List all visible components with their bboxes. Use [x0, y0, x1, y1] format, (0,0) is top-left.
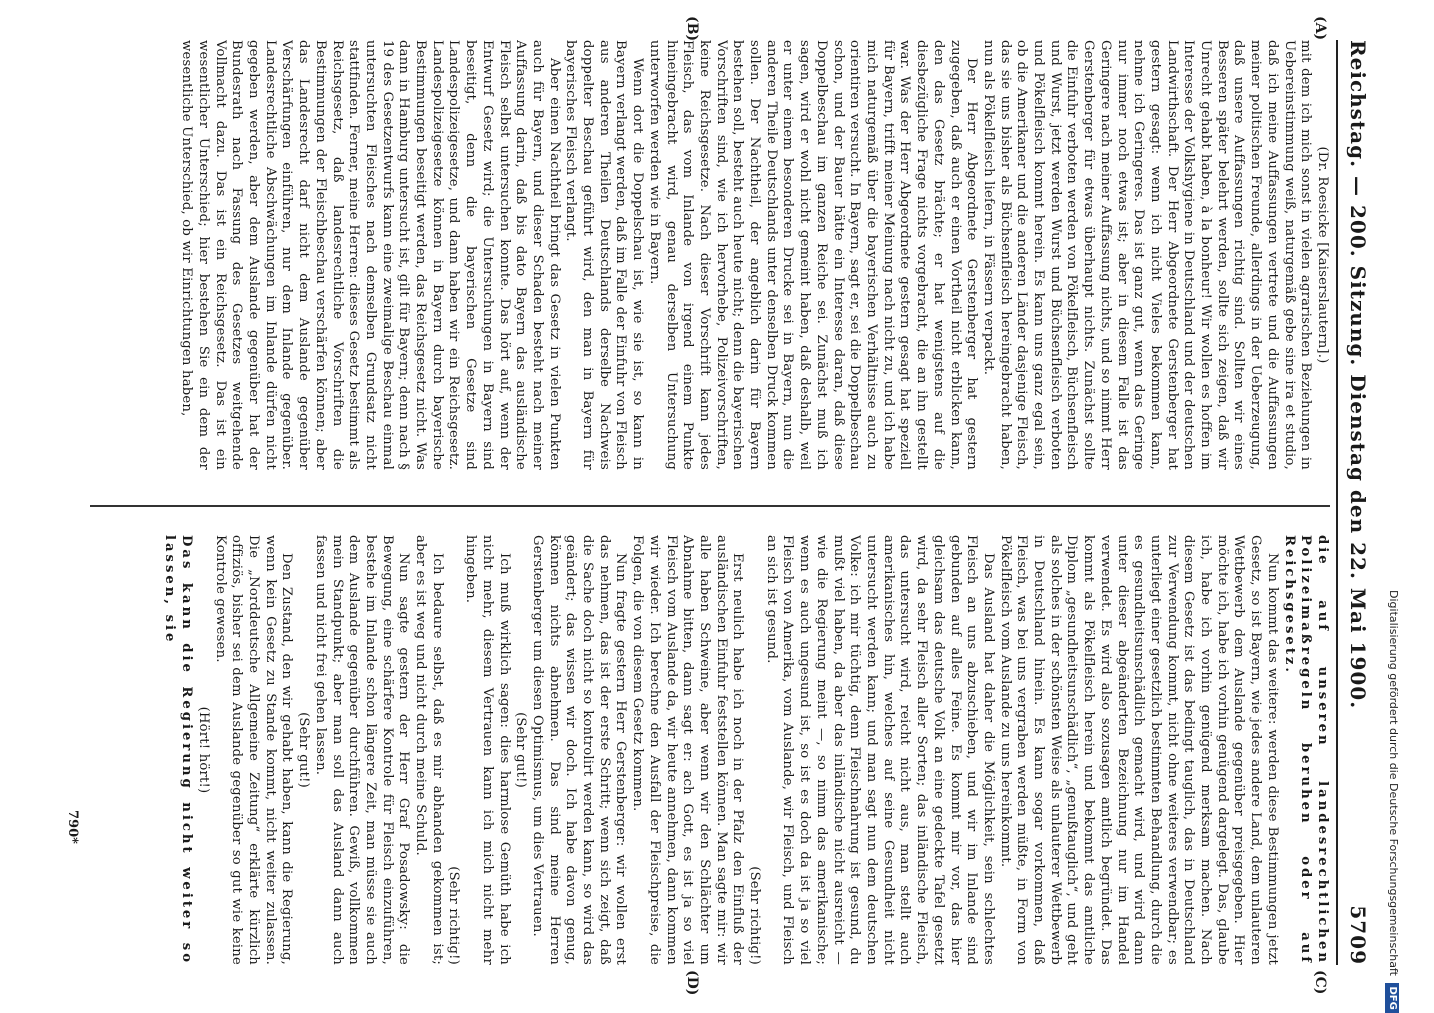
right-paragraph: Das Ausland hat daher die Möglichkeit, sein schlechtes Fleisch an uns abzuschieben, und wir im Inlande sind gebunden auf alles Feine. Es kommt mir vor, das hier gleichsam das deutsche Volk an eine gedeckte Tafel gesetzt wird, da sehr Fleisch aller Sorten; das inländische Fleisch, das untersucht wird, reicht nicht aus, man stellt auch amerikanisches hin, welches auf seine Gesundheit nicht untersucht werden kann; und man sagt nun dem deutschen Volke: ich mir tüchtig, denn Fleischnahrung ist gesund, du mußt viel haben, da aber das inländische nicht ausreicht — wie die Regierung meint —, so nimm das amerikanische; wenn es auch ungesund ist, so ist es doch da ist ja so viel Fleisch von Amerika, vom Auslande, wir Fleisch, und Fleisch an sich ist gesund.	[763, 535, 996, 965]
page-header	[1346, 40, 1382, 965]
header-rule	[1336, 40, 1338, 965]
speaker-note: (Dr. Roesicke [Kaiserslautern].)	[1315, 146, 1330, 364]
margin-marker-a: (A)	[1312, 16, 1328, 41]
left-paragraph: mit dem ich mich sonst in vielen agrarischen Beziehungen in Uebereinstimmung weiß, naturgemäß gebe sine ira et studio, daß ich meine Auffassungen vertrete und die Auffassungen meiner politischen Freunde, allerdings in der Ueberzeugung, daß unsere Auffassungen richtig sind. Sollten wir eines Besseren später belehrt werden, sollte sich zeigen, daß wir Unrecht gehabt haben, à la bonheur! Wir wollen es hoffen im Interesse der Volkshygiene in Deutschland und der deutschen Landwirthschaft. Der Herr Abgeordnete Gerstenberger hat gestern gesagt: wenn ich nicht Vieles bekommen kann, nehme ich Geringeres. Das ist ganz gut, wenn das Geringe nur immer noch etwas ist; aber in diesem Falle ist das Geringere nach meiner Auffassung nichts, und so nimmt Herr Gerstenberger für etwas überhaupt nichts. Zunächst sollte die Einfuhr verboten werden von Pökelfleisch, Büchsenfleisch und Wurst, jetzt werden Wurst und Büchsenfleisch verboten und Pökelfleisch kommt herein. Es kann uns ganz egal sein, ob die Amerikaner und die anderen Länder dasjenige Fleisch, das sie uns bisher als Büchsenfleisch hereingebracht haben, nun als Pökelfleisch liefern, in Fässern verpackt.	[980, 40, 1314, 470]
interjection: (Hört! hört!)	[195, 706, 211, 794]
left-column	[60, 40, 1330, 470]
right-column	[60, 535, 1330, 965]
interjection: (Sehr richtig!)	[747, 866, 763, 965]
interjection: (Sehr gut!)	[296, 712, 312, 788]
closing-line: Das kann die Regierung nicht weiter so lassen, sie	[162, 535, 195, 965]
interjection: (Sehr gut!)	[513, 712, 529, 788]
credit-text: Digitalisierung gefördert durch die Deutsche Forschungsgemeinschaft	[1387, 590, 1400, 976]
column-divider	[90, 505, 1330, 507]
header-title: Reichstag. — 200. Sitzung. Dienstag den 22. Mai 1900.	[1346, 40, 1370, 710]
right-paragraph: Nun kommt das weitere: werden diese Bestimmungen jetzt Gesetz, so ist Bayern, wie jedes andere Land, dem unlauteren Wettbewerb dem Auslande gegenüber preisgegeben. Hier möchte ich, habe ich vorhin genügend dargelegt. Das, glaube ich, habe ich vorhin genügend merksam machen. Nach diesem Gesetz ist das bedingt tauglich, das in Deutschland zur Verwendung kommt, nicht ohne weiteres verwendbar; es unterliegt einer gesetzlich bestimmten Behandlung, durch die es gesundheitsunschädlich gemacht wird, und wird dann unter dieser abgeänderten Bezeichnung nur im Handel verwendet. Es wird also sozusagen amtlich begründet. Das kommt als Pökelfleisch herein und bekommt das amtliche Diplom „gesundheitsunschädlich“, „genußtauglich“, und geht als solches in der schönsten Weise als unlauterer Wettbewerb in Deutschland hinein. Es kann sogar vorkommen, daß Fleisch, was bei uns vergraben werden müßte, in Form von Pökelfleisch vom Auslande zu uns hereinkommt.	[997, 535, 1280, 965]
margin-marker-d: (D)	[684, 970, 700, 996]
right-paragraph: Erst neulich habe ich noch in der Pfalz den Einfluß der ausländischen Einfuhr feststellen können. Man sagte mir: wir alle haben Schweine, aber wenn wir den Schlächter um Abnahme bitten, dann sagt er: ach Gott, es ist ja so viel Fleisch vom Auslande da, wir heute annehmen, dann kommen wir wieder. Ich berechne den Ausfall der Fleischpreise, die Folgen, die von diesem Gesetz kommen.	[630, 535, 746, 965]
right-paragraph: Den Zustand, den wir gehabt haben, kann die Regierung, wenn kein Gesetz zu Stande kommt, nicht weiter zulassen. Die „Norddeutsche Allgemeine Zeitung“ erklärte kürzlich offiziös, bisher sei dem Auslande gegenüber so gut wie keine Kontrole gewesen.	[212, 535, 295, 965]
interjection: (Sehr richtig!)	[446, 866, 462, 965]
margin-marker-b: (B)	[684, 16, 700, 42]
right-lead-line: die auf unseren landesrechtlichen Polizeimaßregeln beruhen oder auf Reichsgesetz.	[1281, 535, 1330, 965]
left-paragraph: Der Herr Abgeordnete Gerstenberger hat gestern zugegeben, daß auch er einen Vortheil nicht erblicken kann, den das Gesetz brächte; er hat wenigstens auf die diesbezügliche Frage nichts vorgebracht, die an ihn gestellt war. Was der Herr Abgeordnete gestern gesagt hat speziell für Bayern, trifft meiner Meinung nach nicht zu, und ich habe mich naturgemäß über die bayerischen Verhältnisse auch zu orientiren versucht. In Bayern, sagt er, sei die Doppelbeschau schon, und der Bauer hätte ein Interesse daran, daß diese Doppelbeschau im ganzen Reiche sei. Zunächst muß ich sagen, wird er wohl nicht gemeint haben, daß deshalb, weil er unter einem besonderen Drucke sei in Bayern, nun die anderen Theile Deutschlands unter denselben Druck kommen sollen. Der Nachtheil, der angeblich darin für Bayern bestehen soll, besteht auch heute nicht; denn die bayerischen Vorschriften sind, wie ich hervorhebe, Polizeivorschriften, keine Reichsgesetze. Nach dieser Vorschrift kann jedes Fleisch, das vom Inlande von irgend einem Punkte hineingebracht wird, genau derselben Untersuchung unterworfen werden wie in Bayern.	[646, 40, 980, 470]
right-paragraph: Nun fragte gestern Herr Gerstenberger: wir wollen erst das nehmen, das ist der erste Schritt; wenn sich zeigt, daß die Sache doch nicht so kontrolirt werden kann, so wird das geändert; das wissen wir doch. Ich habe davon genug, können nichts abnehmen. Das sind meine Herren Gerstenberger um diesen Optimismus, um dies Vertrauen.	[529, 535, 629, 965]
right-paragraph: Ich bedaure selbst, daß es mir abhanden gekommen ist; aber es ist weg und nicht durch meine Schuld.	[413, 535, 445, 965]
signature-code: 790*	[65, 810, 80, 844]
right-paragraph: Nun sagte gestern der Herr Graf Posadowsky: die Bewegung, eine schärfere Kontrole für Fleisch einzuführen, bestehe im Inlande schon längere Zeit, man müsse sie auch dem Auslande gegenüber durchführen. Gewiß, vollkommen mein Standpunkt; aber man soll das Ausland dann auch fassen und nicht frei gehen lassen.	[312, 535, 412, 965]
right-paragraph: Ich muß wirklich sagen: dies harmlose Gemüth habe ich nicht mehr, diesem Vertrauen kann ich mich nicht mehr hingeben.	[463, 535, 512, 965]
left-paragraph: Aber einen Nachtheil bringt das Gesetz in vielen Punkten auch für Bayern, und dieser Schaden besteht nach meiner Auffassung darin, daß bis dato Bayern das ausländische Fleisch selbst untersuchen konnte. Das hört auf, wenn der Entwurf Gesetz wird; die Untersuchungen in Bayern sind beseitigt, denn die bayerischen Gesetze sind Landespolizeigesetze, und dann haben wir ein Reichsgesetz. Landespolizeigesetze können in Bayern durch bayerische Bestimmungen beseitigt werden, das Reichsgesetz nicht. Was dann in Hamburg untersucht ist, gilt für Bayern; denn nach § 19 des Gesetzentwurfs kann eine zweimalige Beschau einmal untersuchten Fleisches nach demselben Grundsatz nicht stattfinden. Ferner, meine Herren: dieses Gesetz bestimmt als Reichsgesetz, daß landesrechtliche Vorschriften die Bestimmungen der Fleischbeschau verschärfen können; aber das Landesrecht darf nicht dem Auslande gegenüber Verschärfungen einführen, nur dem Inlande gegenüber. Landesrechtliche Abschwächungen im Inlande dürfen nicht gegeben werden, aber dem Auslande gegenüber hat der Bundesrath nach Fassung des Gesetzes weitgehende Vollmacht dazu. Das ist ein Reichsgesetz. Das ist ein wesentlicher Unterschied; hier bestehen Sie ein dem der wesentliche Unterschied, ob wir Einrichtungen haben,	[179, 40, 562, 470]
dfg-logo: DFG	[1385, 983, 1399, 1012]
page-number: 5709	[1346, 905, 1370, 965]
digitization-credit	[1382, 590, 1404, 1010]
margin-marker-c: (C)	[1312, 970, 1328, 995]
left-paragraph: Wenn dort die Doppelschau ist, wie sie ist, so kann in Bayern verlangt werden, daß im Falle der Einfuhr von Fleisch aus anderen Theilen Deutschlands derselbe Nachweis doppelter Beschau geführt wird, den man in Bayern für bayerisches Fleisch verlangt.	[563, 40, 646, 470]
